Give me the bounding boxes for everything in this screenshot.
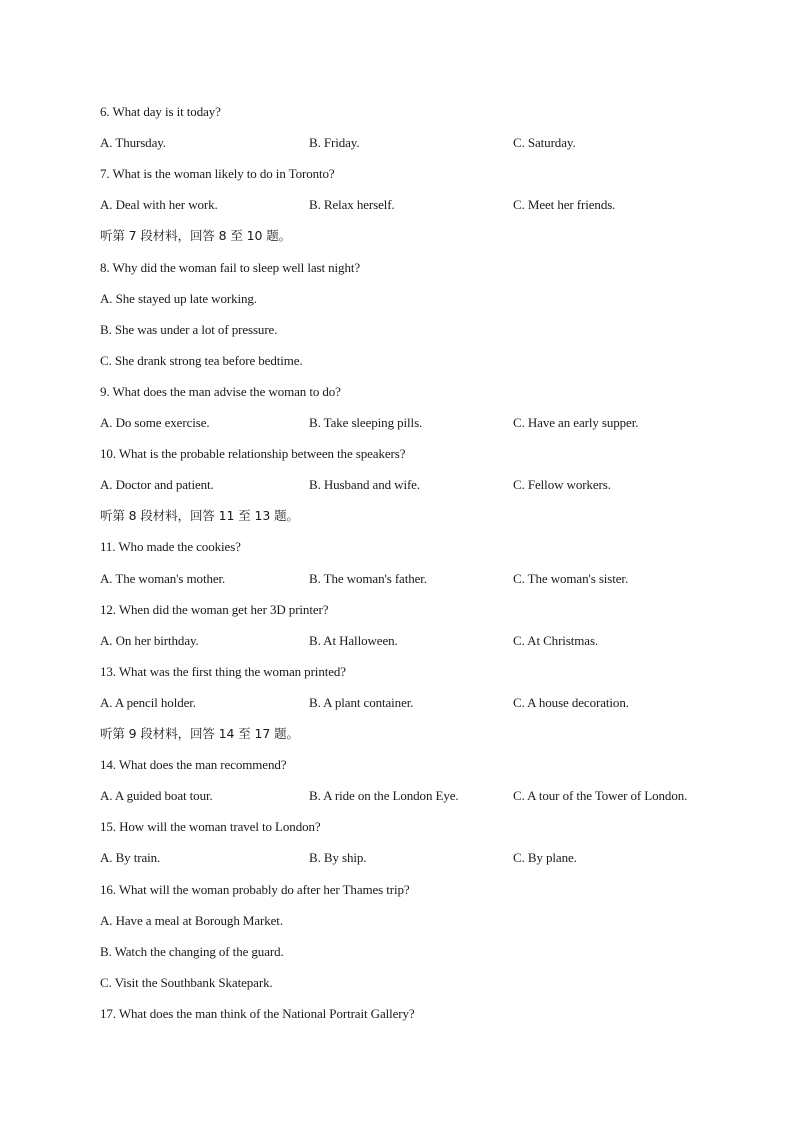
answer-option-b: B. By ship. <box>309 850 367 866</box>
answer-option-a: A. On her birthday. <box>100 632 199 648</box>
question-text: C. She drank strong tea before bedtime. <box>100 352 303 368</box>
answer-option-b: B. A ride on the London Eye. <box>309 788 459 804</box>
answer-option-c: C. Meet her friends. <box>513 197 616 213</box>
answer-option-a: A. Deal with her work. <box>100 197 218 213</box>
answer-option-c: C. Fellow workers. <box>513 477 611 493</box>
answer-option-c: C. A house decoration. <box>513 694 629 710</box>
answer-option-a: A. The woman's mother. <box>100 570 226 586</box>
answer-option-b: B. Relax herself. <box>309 197 395 213</box>
answer-option-c: C. Have an early supper. <box>513 415 639 430</box>
question-text: A. She stayed up late working. <box>100 290 257 306</box>
question-text: 8. Why did the woman fail to sleep well last night? <box>100 259 361 275</box>
answer-option-c: C. A tour of the Tower of London. <box>513 788 688 804</box>
question-text: 12. When did the woman get her 3D printer? <box>100 601 329 617</box>
question-text: B. She was under a lot of pressure. <box>100 321 278 337</box>
question-text: 6. What day is it today? <box>100 104 221 119</box>
question-text: 17. What does the man think of the National Portrait Gallery? <box>100 1005 415 1021</box>
question-text: 13. What was the first thing the woman printed? <box>100 663 346 679</box>
question-text: 10. What is the probable relationship between the speakers? <box>100 446 406 462</box>
section-instruction: 听第 8 段材料，回答 11 至 13 题。 <box>100 508 299 524</box>
answer-option-c: C. By plane. <box>513 850 577 866</box>
question-text: B. Watch the changing of the guard. <box>100 943 284 959</box>
answer-option-a: A. Doctor and patient. <box>100 477 214 493</box>
answer-option-b: B. A plant container. <box>309 694 414 710</box>
answer-option-b: B. Friday. <box>309 135 360 151</box>
answer-option-a: A. A guided boat tour. <box>100 788 213 804</box>
section-instruction: 听第 7 段材料，回答 8 至 10 题。 <box>100 228 292 244</box>
question-text: 7. What is the woman likely to do in Toronto? <box>100 166 335 182</box>
section-instruction: 听第 9 段材料，回答 14 至 17 题。 <box>100 726 299 741</box>
answer-option-a: A. Thursday. <box>100 135 166 151</box>
answer-option-a: A. Do some exercise. <box>100 415 210 430</box>
question-text: 14. What does the man recommend? <box>100 757 287 773</box>
answer-option-c: C. The woman's sister. <box>513 570 629 586</box>
answer-option-b: B. The woman's father. <box>309 570 427 586</box>
answer-option-a: A. By train. <box>100 850 161 866</box>
question-text: A. Have a meal at Borough Market. <box>100 912 283 928</box>
question-text: 16. What will the woman probably do after her Thames trip? <box>100 881 410 897</box>
question-text: 15. How will the woman travel to London? <box>100 819 321 835</box>
answer-option-a: A. A pencil holder. <box>100 694 196 710</box>
question-text: 11. Who made the cookies? <box>100 539 241 555</box>
question-text: C. Visit the Southbank Skatepark. <box>100 974 273 990</box>
answer-option-c: C. Saturday. <box>513 135 576 151</box>
answer-option-b: B. At Halloween. <box>309 632 398 648</box>
question-text: 9. What does the man advise the woman to do? <box>100 383 341 399</box>
answer-option-c: C. At Christmas. <box>513 632 599 648</box>
answer-option-b: B. Husband and wife. <box>309 477 421 493</box>
answer-option-b: B. Take sleeping pills. <box>309 415 423 430</box>
